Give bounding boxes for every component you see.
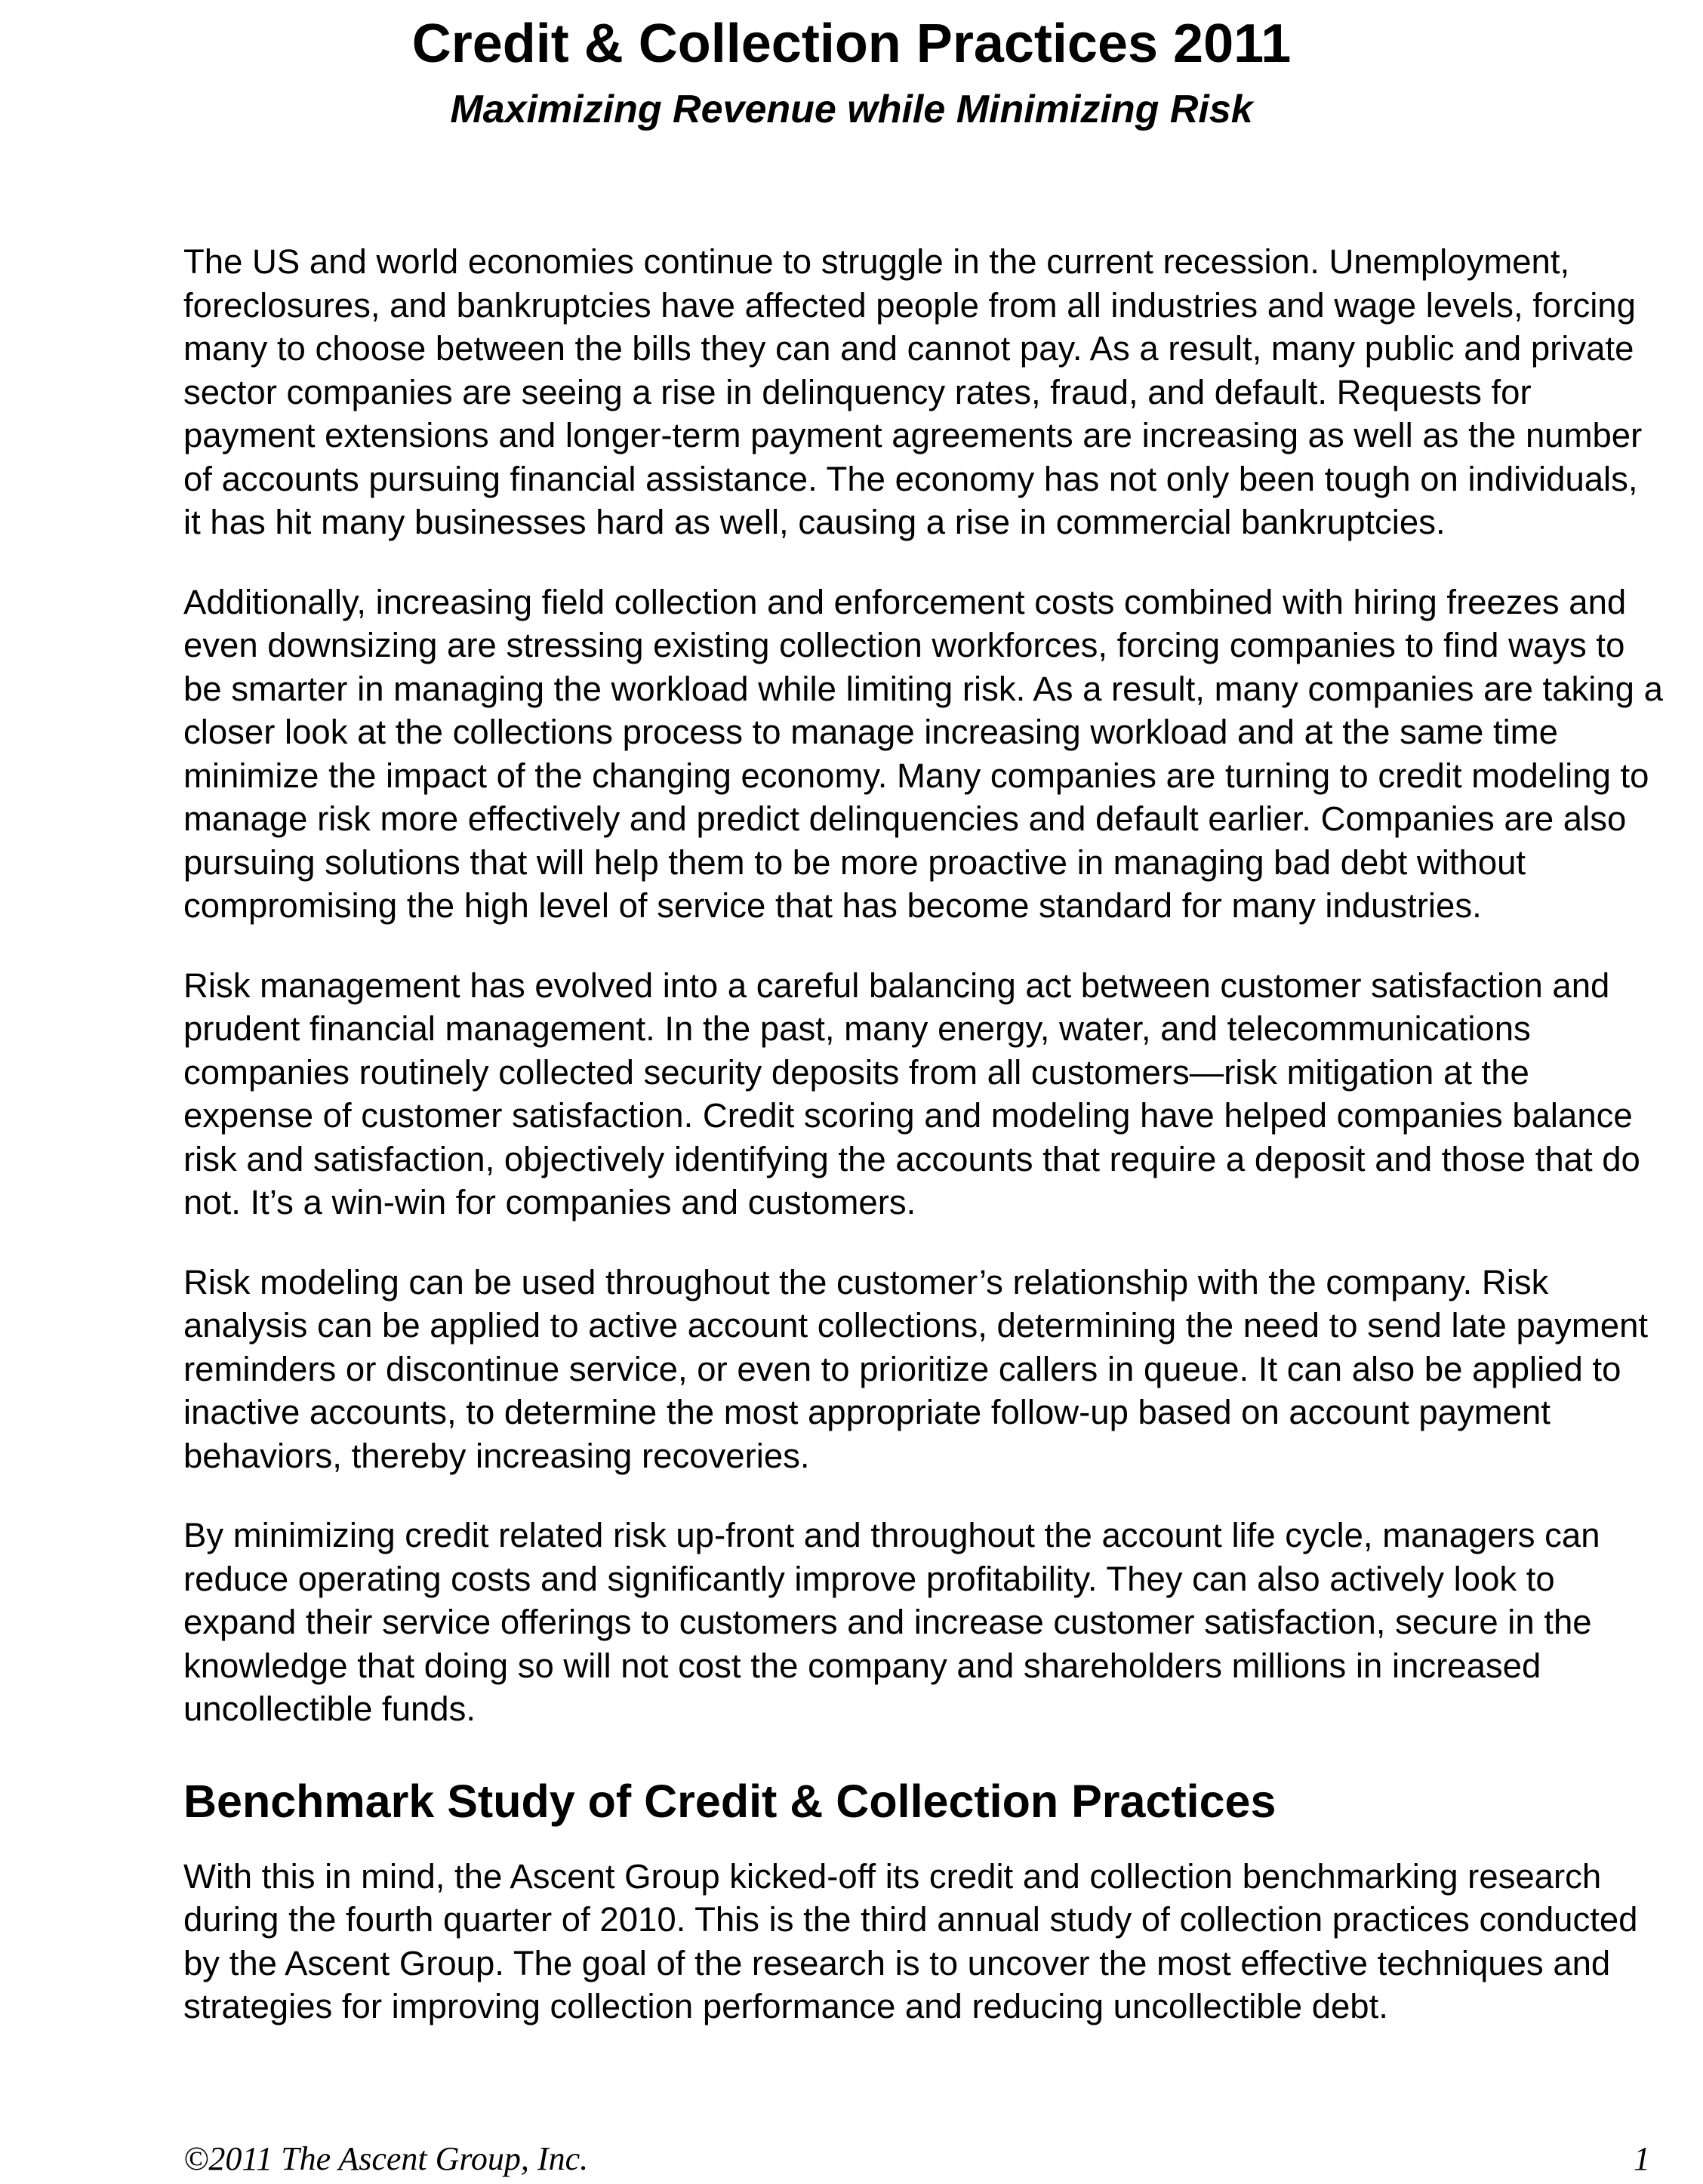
page-number: 1 xyxy=(1634,2140,1650,2177)
document-title: Credit & Collection Practices 2011 xyxy=(411,14,1292,74)
footer-copyright: ©2011 The Ascent Group, Inc. xyxy=(183,2140,589,2177)
intro-paragraph-2: Additionally, increasing field collection and enforcement costs combined with hiring freezes and even downsizing are stressing existing collection workforces, forcing companies to find ways to be smarter in managing the workload while limiting risk. As a result, many companies are taking a closer look at the collections process to manage increasing workload and at the same time minimize the impact of the changing economy. Many companies are turning to credit modeling to manage risk more effectively and predict delinquencies and default earlier. Companies are also pursuing solutions that will help them to be more proactive in managing bad debt without compromising the high level of service that has become standard for many industries. xyxy=(183,582,1663,925)
body-column xyxy=(183,240,1663,2065)
intro-paragraph-3: Risk management has evolved into a careful balancing act between customer satisfaction and prudent financial management. In the past, many energy, water, and telecommunications companies routinely collected security deposits from all customers—risk mitigation at the expense of customer satisfaction. Credit scoring and modeling have helped companies balance risk and satisfaction, objectively identifying the accounts that require a deposit and those that do not. It’s a win-win for companies and customers. xyxy=(183,966,1640,1221)
section-heading: Benchmark Study of Credit & Collection Practices xyxy=(183,1775,1276,1827)
section-paragraph: With this in mind, the Ascent Group kicked-off its credit and collection benchmarking research during the fourth quarter of 2010. This is the third annual study of collection practices conducted by the Ascent Group. The goal of the research is to uncover the most effective techniques and strategies for improving collection performance and reducing uncollectible debt. xyxy=(183,1856,1638,2025)
intro-paragraph-4: Risk modeling can be used throughout the customer’s relationship with the company. Risk analysis can be applied to active account collections, determining the need to send late payment reminders or discontinue service, or even to prioritize callers in queue. It can also be applied to inactive accounts, to determine the most appropriate follow-up based on account payment behaviors, thereby increasing recoveries. xyxy=(183,1262,1649,1475)
document-subtitle: Maximizing Revenue while Minimizing Risk xyxy=(450,88,1253,131)
intro-paragraph-1: The US and world economies continue to struggle in the current recession. Unemployment, foreclosures, and bankruptcies have affected people from all industries and wage levels, forcing many to choose between the bills they can and cannot pay. As a result, many public and private sector companies are seeing a rise in delinquency rates, fraud, and default. Requests for payment extensions and longer-term payment agreements are increasing as well as the number of accounts pursuing financial assistance. The economy has not only been tough on individuals, it has hit many businesses hard as well, causing a rise in commercial bankruptcies. xyxy=(183,242,1643,541)
intro-paragraph-5: By minimizing credit related risk up-front and throughout the account life cycle, managers can reduce operating costs and significantly improve profitability. They can also actively look to expand their service offerings to customers and increase customer satisfaction, secure in the knowledge that doing so will not cost the company and shareholders millions in increased uncollectible funds. xyxy=(183,1516,1600,1728)
